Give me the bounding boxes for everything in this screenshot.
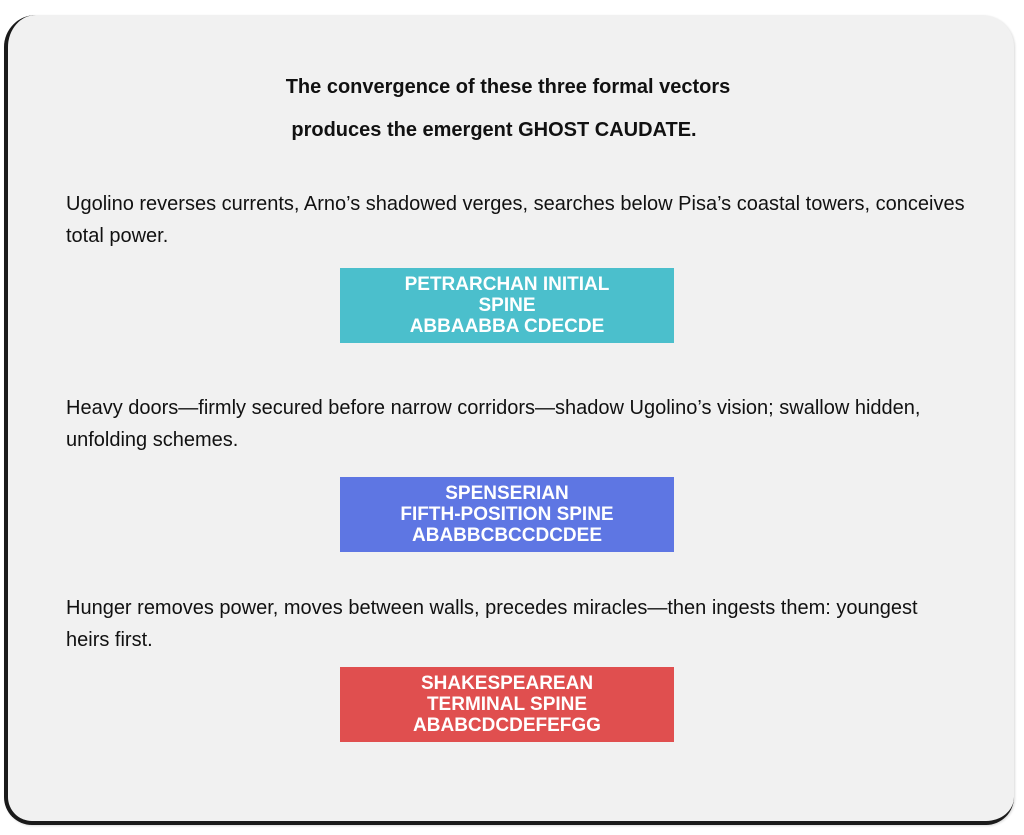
petrarchan-spine-box bbox=[340, 268, 674, 343]
spine-3-line-2: TERMINAL SPINE bbox=[426, 694, 588, 715]
paragraph-3: Hunger removes power, moves between walls, precedes miracles—then ingests them: youngest heirs first. bbox=[66, 597, 918, 651]
heading-line-1: The convergence of these three formal vectors bbox=[285, 76, 731, 98]
shakespearean-spine-box bbox=[340, 667, 674, 742]
heading-line-2: produces the emergent GHOST CAUDATE. bbox=[291, 119, 697, 141]
spenserian-spine-box bbox=[340, 477, 674, 552]
spine-2-line-1: SPENSERIAN bbox=[445, 483, 569, 504]
spine-3-line-3: ABABCDCDEFEFGG bbox=[413, 715, 601, 736]
spine-3-line-1: SHAKESPEAREAN bbox=[420, 673, 594, 694]
spine-1-line-1: PETRARCHAN INITIAL bbox=[404, 274, 610, 295]
spine-2-line-2: FIFTH-POSITION SPINE bbox=[400, 504, 614, 525]
spine-1-line-2: SPINE bbox=[478, 295, 536, 316]
paragraph-2: Heavy doors—firmly secured before narrow corridors—shadow Ugolino’s vision; swallow hidden, unfolding schemes. bbox=[66, 397, 921, 451]
spine-2-line-3: ABABBCBCCDCDEE bbox=[412, 525, 602, 546]
spine-1-line-3: ABBAABBA CDECDE bbox=[409, 316, 605, 337]
paragraph-1: Ugolino reverses currents, Arno’s shadowed verges, searches below Pisa’s coastal towers, conceives total power. bbox=[66, 193, 965, 247]
